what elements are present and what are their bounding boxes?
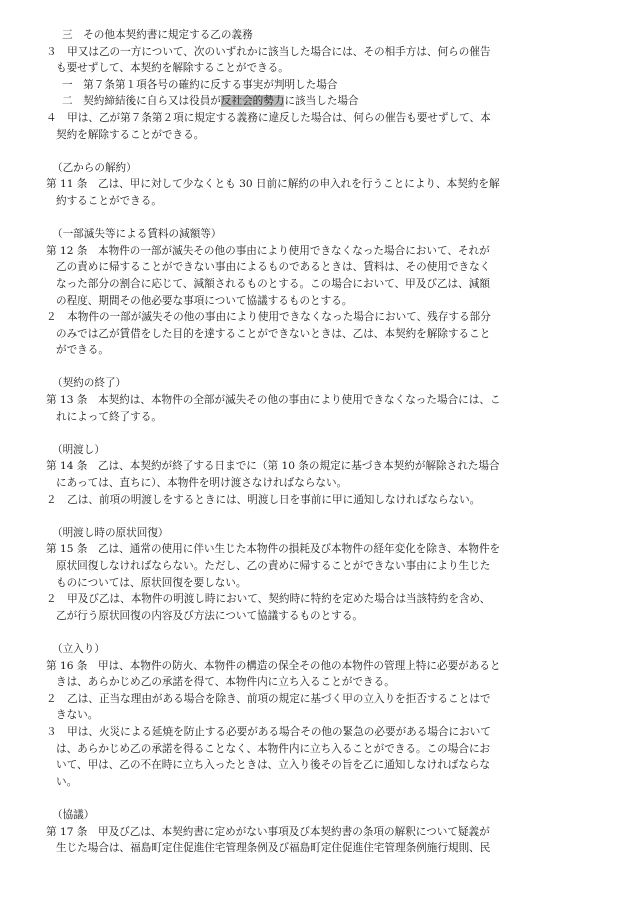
clause-line: 一 第７条第１項各号の確約に反する事実が判明した場合 bbox=[62, 78, 338, 91]
section-gap bbox=[46, 425, 610, 442]
article-heading: （協議） bbox=[52, 808, 95, 821]
highlighted-term: 反社会的勢力 bbox=[220, 95, 285, 108]
clause-line: 第 15 条 乙は、通常の使用に伴い生じた本物件の損耗及び本物件の経年変化を除き、本物件を bbox=[46, 543, 501, 556]
section-gap bbox=[46, 359, 610, 376]
clause-line: ２ 甲及び乙は、本物件の明渡し時において、契約時に特約を定めた場合は当該特約を含め、 bbox=[46, 593, 491, 606]
clause-line: きは、あらかじめ乙の承諾を得て、本物件内に立ち入ることができる。 bbox=[56, 676, 395, 689]
clause-line: 原状回復しなければならない。ただし、乙の責めに帰することができない事由により生じた bbox=[56, 560, 491, 572]
clause-line: 第 11 条 乙は、甲に対して少なくとも 30 日前に解約の申入れを行うことにより、本契約を解 bbox=[46, 178, 500, 191]
section-gap bbox=[46, 790, 610, 807]
section-gap bbox=[46, 143, 610, 160]
clause-line: ４ 甲は、乙が第７条第２項に規定する義務に違反した場合は、何らの催告も要せずして、本 bbox=[46, 111, 491, 124]
contract-section bbox=[46, 27, 610, 143]
clause-text-segment: に該当した場合 bbox=[284, 95, 359, 108]
contract-section bbox=[46, 624, 610, 790]
section-gap bbox=[46, 624, 610, 641]
clause-line bbox=[46, 93, 610, 110]
clause-line: ２ 本物件の一部が滅失その他の事由により使用できなくなった場合において、残存する部分 bbox=[46, 311, 491, 324]
contract-section bbox=[46, 143, 610, 209]
clause-line: 第 14 条 乙は、本契約が終了する日までに（第 10 条の規定に基づき本契約が解除された場合 bbox=[46, 460, 500, 473]
clause-line: 乙の責めに帰することができない事由によるものであるときは、賃料は、その使用できなく bbox=[56, 261, 491, 274]
clause-line: は、あらかじめ乙の承諾を得ることなく、本物件内に立ち入ることができる。この場合にお bbox=[56, 742, 491, 755]
clause-line: い。 bbox=[56, 775, 78, 788]
clause-line: ものについては、原状回復を要しない。 bbox=[56, 576, 247, 589]
article-heading: （立入り） bbox=[52, 642, 105, 655]
contract-section bbox=[46, 790, 610, 856]
article-heading: （契約の終了） bbox=[52, 377, 127, 390]
section-gap bbox=[46, 508, 610, 525]
clause-line: ３ 甲又は乙の一方について、次のいずれかに該当した場合には、その相手方は、何らの催告 bbox=[46, 45, 491, 58]
clause-text-segment: 二 契約締結後に自ら又は役員が bbox=[62, 95, 221, 108]
clause-line: れによって終了する。 bbox=[56, 410, 162, 423]
section-gap bbox=[46, 210, 610, 227]
clause-line: ができる。 bbox=[56, 344, 109, 357]
article-heading: （乙からの解約） bbox=[52, 161, 137, 174]
clause-line: 約することができる。 bbox=[56, 194, 162, 207]
article-heading: （一部滅失等による賃料の減額等） bbox=[52, 228, 222, 241]
contract-section bbox=[46, 210, 610, 359]
contract-section bbox=[46, 508, 610, 624]
clause-line: 契約を解除することができる。 bbox=[56, 128, 205, 141]
clause-line: ３ 甲は、火災による延焼を防止する必要がある場合その他の緊急の必要がある場合において bbox=[46, 725, 491, 738]
clause-line: 生じた場合は、福島町定住促進住宅管理条例及び福島町定住促進住宅管理条例施行規則、民 bbox=[56, 842, 491, 855]
clause-line: ２ 乙は、前項の明渡しをするときには、明渡し日を事前に甲に通知しなければならない。 bbox=[46, 493, 481, 506]
clause-line: きない。 bbox=[56, 709, 99, 722]
clause-line: も要せずして、本契約を解除することができる。 bbox=[56, 62, 289, 75]
contract-section bbox=[46, 359, 610, 425]
article-heading: （明渡し時の原状回復） bbox=[52, 526, 169, 539]
clause-line: の程度、期間その他必要な事項について協議するものとする。 bbox=[56, 294, 353, 307]
clause-line: 第 12 条 本物件の一部が滅失その他の事由により使用できなくなった場合において、それが bbox=[46, 244, 490, 257]
contract-section bbox=[46, 425, 610, 508]
clause-line: 乙が行う原状回復の内容及び方法について協議するものとする。 bbox=[56, 609, 364, 622]
clause-line: ２ 乙は、正当な理由がある場合を除き、前項の規定に基づく甲の立入りを拒否することはで bbox=[46, 692, 491, 705]
clause-line: にあっては、直ちに）、本物件を明け渡さなければならない。 bbox=[56, 477, 348, 490]
clause-line: のみでは乙が賃借をした目的を達することができないときは、乙は、本契約を解除すること bbox=[56, 327, 491, 340]
clause-line: 第 17 条 甲及び乙は、本契約書に定めがない事項及び本契約書の条項の解釈について疑義が bbox=[46, 825, 490, 838]
article-heading: （明渡し） bbox=[52, 443, 105, 456]
clause-line: 第 16 条 甲は、本物件の防火、本物件の構造の保全その他の本物件の管理上特に必要があると bbox=[46, 659, 501, 672]
clause-line: なった部分の割合に応じて、減額されるものとする。この場合において、甲及び乙は、減額 bbox=[56, 277, 490, 290]
clause-line: 三 その他本契約書に規定する乙の義務 bbox=[62, 29, 253, 41]
clause-line: いて、甲は、乙の不在時に立ち入ったときは、立入り後その旨を乙に通知しなければならな bbox=[56, 759, 491, 772]
clause-line: 第 13 条 本契約は、本物件の全部が滅失その他の事由により使用できなくなった場合には、こ bbox=[46, 394, 501, 407]
